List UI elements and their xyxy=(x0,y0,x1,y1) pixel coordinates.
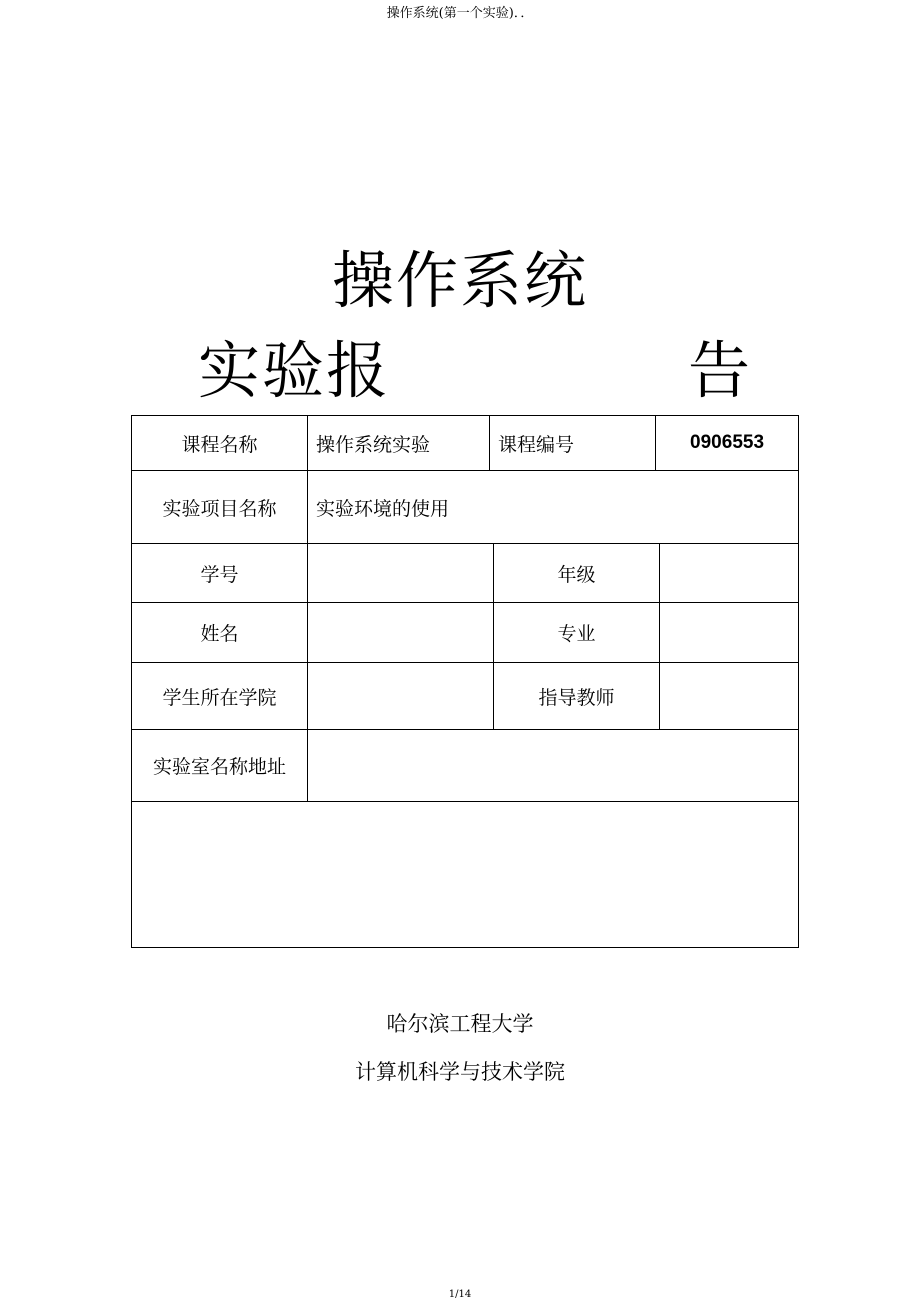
lab-value xyxy=(308,730,799,802)
project-name-label: 实验项目名称 xyxy=(132,471,308,544)
project-name-value: 实验环境的使用 xyxy=(308,471,799,544)
table-row-student-id xyxy=(132,544,799,603)
table-row-college xyxy=(132,663,799,730)
major-label: 专业 xyxy=(494,603,660,663)
page-number: 1/14 xyxy=(448,1289,472,1300)
student-id-value xyxy=(308,544,494,603)
college-name: 计算机科学与技术学院 xyxy=(355,1060,565,1084)
course-code-value: 0906553 xyxy=(656,416,799,471)
course-name-value: 操作系统实验 xyxy=(308,416,490,471)
report-info-table xyxy=(131,415,799,948)
report-title-line2-left: 实验报 xyxy=(198,334,391,407)
table-row-lab xyxy=(132,730,799,802)
school-name: 哈尔滨工程大学 xyxy=(386,1012,534,1036)
major-value xyxy=(660,603,799,663)
lab-label: 实验室名称地址 xyxy=(132,730,308,802)
grade-label: 年级 xyxy=(494,544,660,603)
college-value xyxy=(308,663,494,730)
name-label: 姓名 xyxy=(132,603,308,663)
advisor-label: 指导教师 xyxy=(494,663,660,730)
blank-area xyxy=(132,802,799,948)
table-row-name xyxy=(132,603,799,663)
student-id-label: 学号 xyxy=(132,544,308,603)
college-label: 学生所在学院 xyxy=(132,663,308,730)
table-row-course xyxy=(132,416,799,471)
table-row-blank xyxy=(132,802,799,948)
report-title-line1: 操作系统 xyxy=(331,244,588,317)
grade-value xyxy=(660,544,799,603)
course-name-label: 课程名称 xyxy=(132,416,308,471)
report-title-line2-right: 告 xyxy=(688,334,751,407)
running-header: 操作系统(第一个实验)．． xyxy=(386,6,534,21)
name-value xyxy=(308,603,494,663)
table-row-project xyxy=(132,471,799,544)
course-code-label: 课程编号 xyxy=(490,416,656,471)
advisor-value xyxy=(660,663,799,730)
